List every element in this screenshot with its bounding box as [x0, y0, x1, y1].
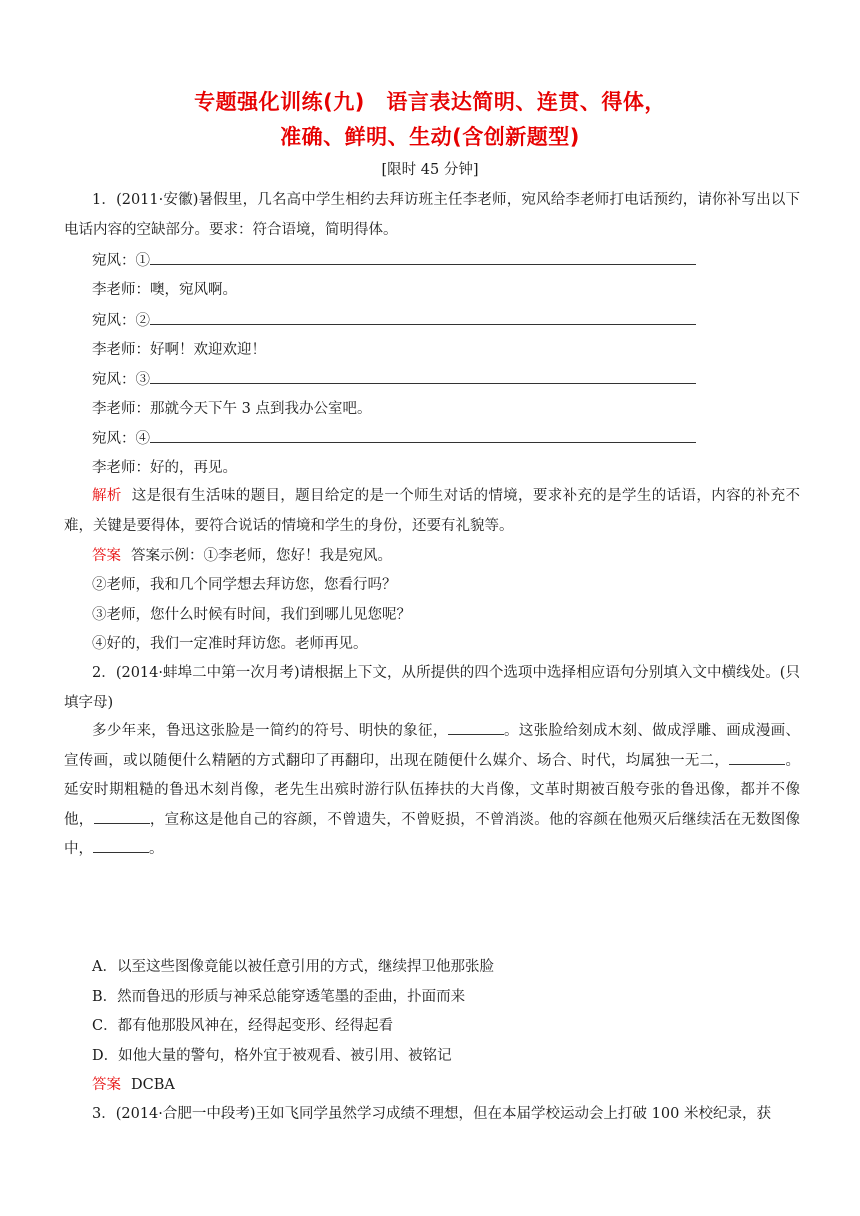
- dialog-line: [92, 250, 696, 271]
- answer-blank-2[interactable]: [150, 310, 696, 325]
- dialog-speaker-text: 宛风：④: [92, 431, 150, 447]
- dialog-line: [92, 369, 696, 390]
- dialog-line: 李老师：那就今天下午 3 点到我办公室吧。: [92, 401, 372, 417]
- answer-blank-1[interactable]: [150, 250, 696, 265]
- page-title-line-2: 准确、鲜明、生动(含创新题型): [280, 125, 580, 149]
- answer-label: 答案: [92, 548, 121, 564]
- answer-line: [92, 1075, 175, 1095]
- answer-line: ②老师，我和几个同学想去拜访您，您看行吗？: [92, 577, 397, 593]
- dialog-line: 李老师：好的，再见。: [92, 460, 237, 476]
- passage-text: 。延安时期粗糙的鲁迅木刻肖像，老先生出殡时游行队伍捧扶的大肖像，文革时期被百般夸张的鲁迅像，都并不像他，: [64, 752, 801, 828]
- question-3-stem: 3．(2014·合肥一中段考)王如飞同学虽然学习成绩不理想，但在本届学校运动会上打破 100 米校纪录，获: [92, 1106, 771, 1122]
- time-limit: [限时 45 分钟]: [381, 162, 479, 178]
- question-1-analysis: [64, 482, 800, 541]
- answer-blank-4[interactable]: [150, 428, 696, 443]
- fill-blank-3[interactable]: [94, 809, 150, 824]
- answer-line: ③老师，您什么时候有时间，我们到哪儿见您呢？: [92, 607, 411, 623]
- question-2-passage: [64, 717, 800, 865]
- dialog-speaker-text: 宛风：②: [92, 313, 150, 329]
- answer-label: 答案: [92, 1077, 121, 1093]
- question-1-stem: 1．(2011·安徽)暑假里，几名高中学生相约去拜访班主任李老师，宛风给李老师打电话预约，请你补写出以下电话内容的空缺部分。要求：符合语境，简明得体。: [64, 192, 800, 238]
- dialog-speaker-text: 宛风：①: [92, 253, 150, 269]
- fill-blank-2[interactable]: [729, 750, 785, 765]
- option-d: D．如他大量的警句，格外宜于被观看、被引用、被铭记: [92, 1048, 452, 1064]
- fill-blank-1[interactable]: [448, 720, 504, 735]
- dialog-line: 李老师：好啊！欢迎欢迎！: [92, 342, 266, 358]
- passage-text: 多少年来，鲁迅这张脸是一简约的符号、明快的象征，: [92, 723, 448, 739]
- option-c: C．都有他那股风神在，经得起变形、经得起看: [92, 1018, 394, 1034]
- option-a: A．以至这些图像竟能以被任意引用的方式，继续捍卫他那张脸: [92, 959, 494, 975]
- dialog-line: 李老师：噢，宛风啊。: [92, 282, 237, 298]
- answer-line: [92, 546, 392, 566]
- passage-text: ，宣称这是他自己的容颜，不曾遗失，不曾贬损，不曾消淡。他的容颜在他殒灭后继续活在无数图像中，: [64, 811, 801, 857]
- answer-text: DCBA: [131, 1077, 175, 1093]
- passage-text: 。: [149, 841, 164, 857]
- question-2-stem: 2．(2014·蚌埠二中第一次月考)请根据上下文，从所提供的四个选项中选择相应语句分别填入文中横线处。(只填字母): [64, 665, 800, 711]
- dialog-speaker-text: 宛风：③: [92, 372, 150, 388]
- dialog-line: [92, 428, 696, 449]
- answer-line: ④好的，我们一定准时拜访您。老师再见。: [92, 636, 368, 652]
- analysis-text: 这是很有生活味的题目，题目给定的是一个师生对话的情境，要求补充的是学生的话语，内容的补充不难，关键是要得体，要符合说话的情境和学生的身份，还要有礼貌等。: [64, 488, 800, 534]
- fill-blank-4[interactable]: [93, 838, 149, 853]
- page-title-line-1: 专题强化训练(九) 语言表达简明、连贯、得体，: [194, 90, 666, 114]
- option-b: B．然而鲁迅的形质与神采总能穿透笔墨的歪曲，扑面而来: [92, 989, 466, 1005]
- answer-blank-3[interactable]: [150, 369, 696, 384]
- answer-text: 答案示例：①李老师，您好！我是宛风。: [131, 548, 392, 564]
- passage-text: 。这张脸给刻成木刻、做成浮雕、画成漫画、宣传画，或以随便什么精陋的方式翻印了再翻印，出现在随便什么媒介、场合、时代，均属独一无二，: [64, 723, 801, 769]
- dialog-line: [92, 310, 696, 331]
- analysis-label: 解析: [92, 488, 122, 504]
